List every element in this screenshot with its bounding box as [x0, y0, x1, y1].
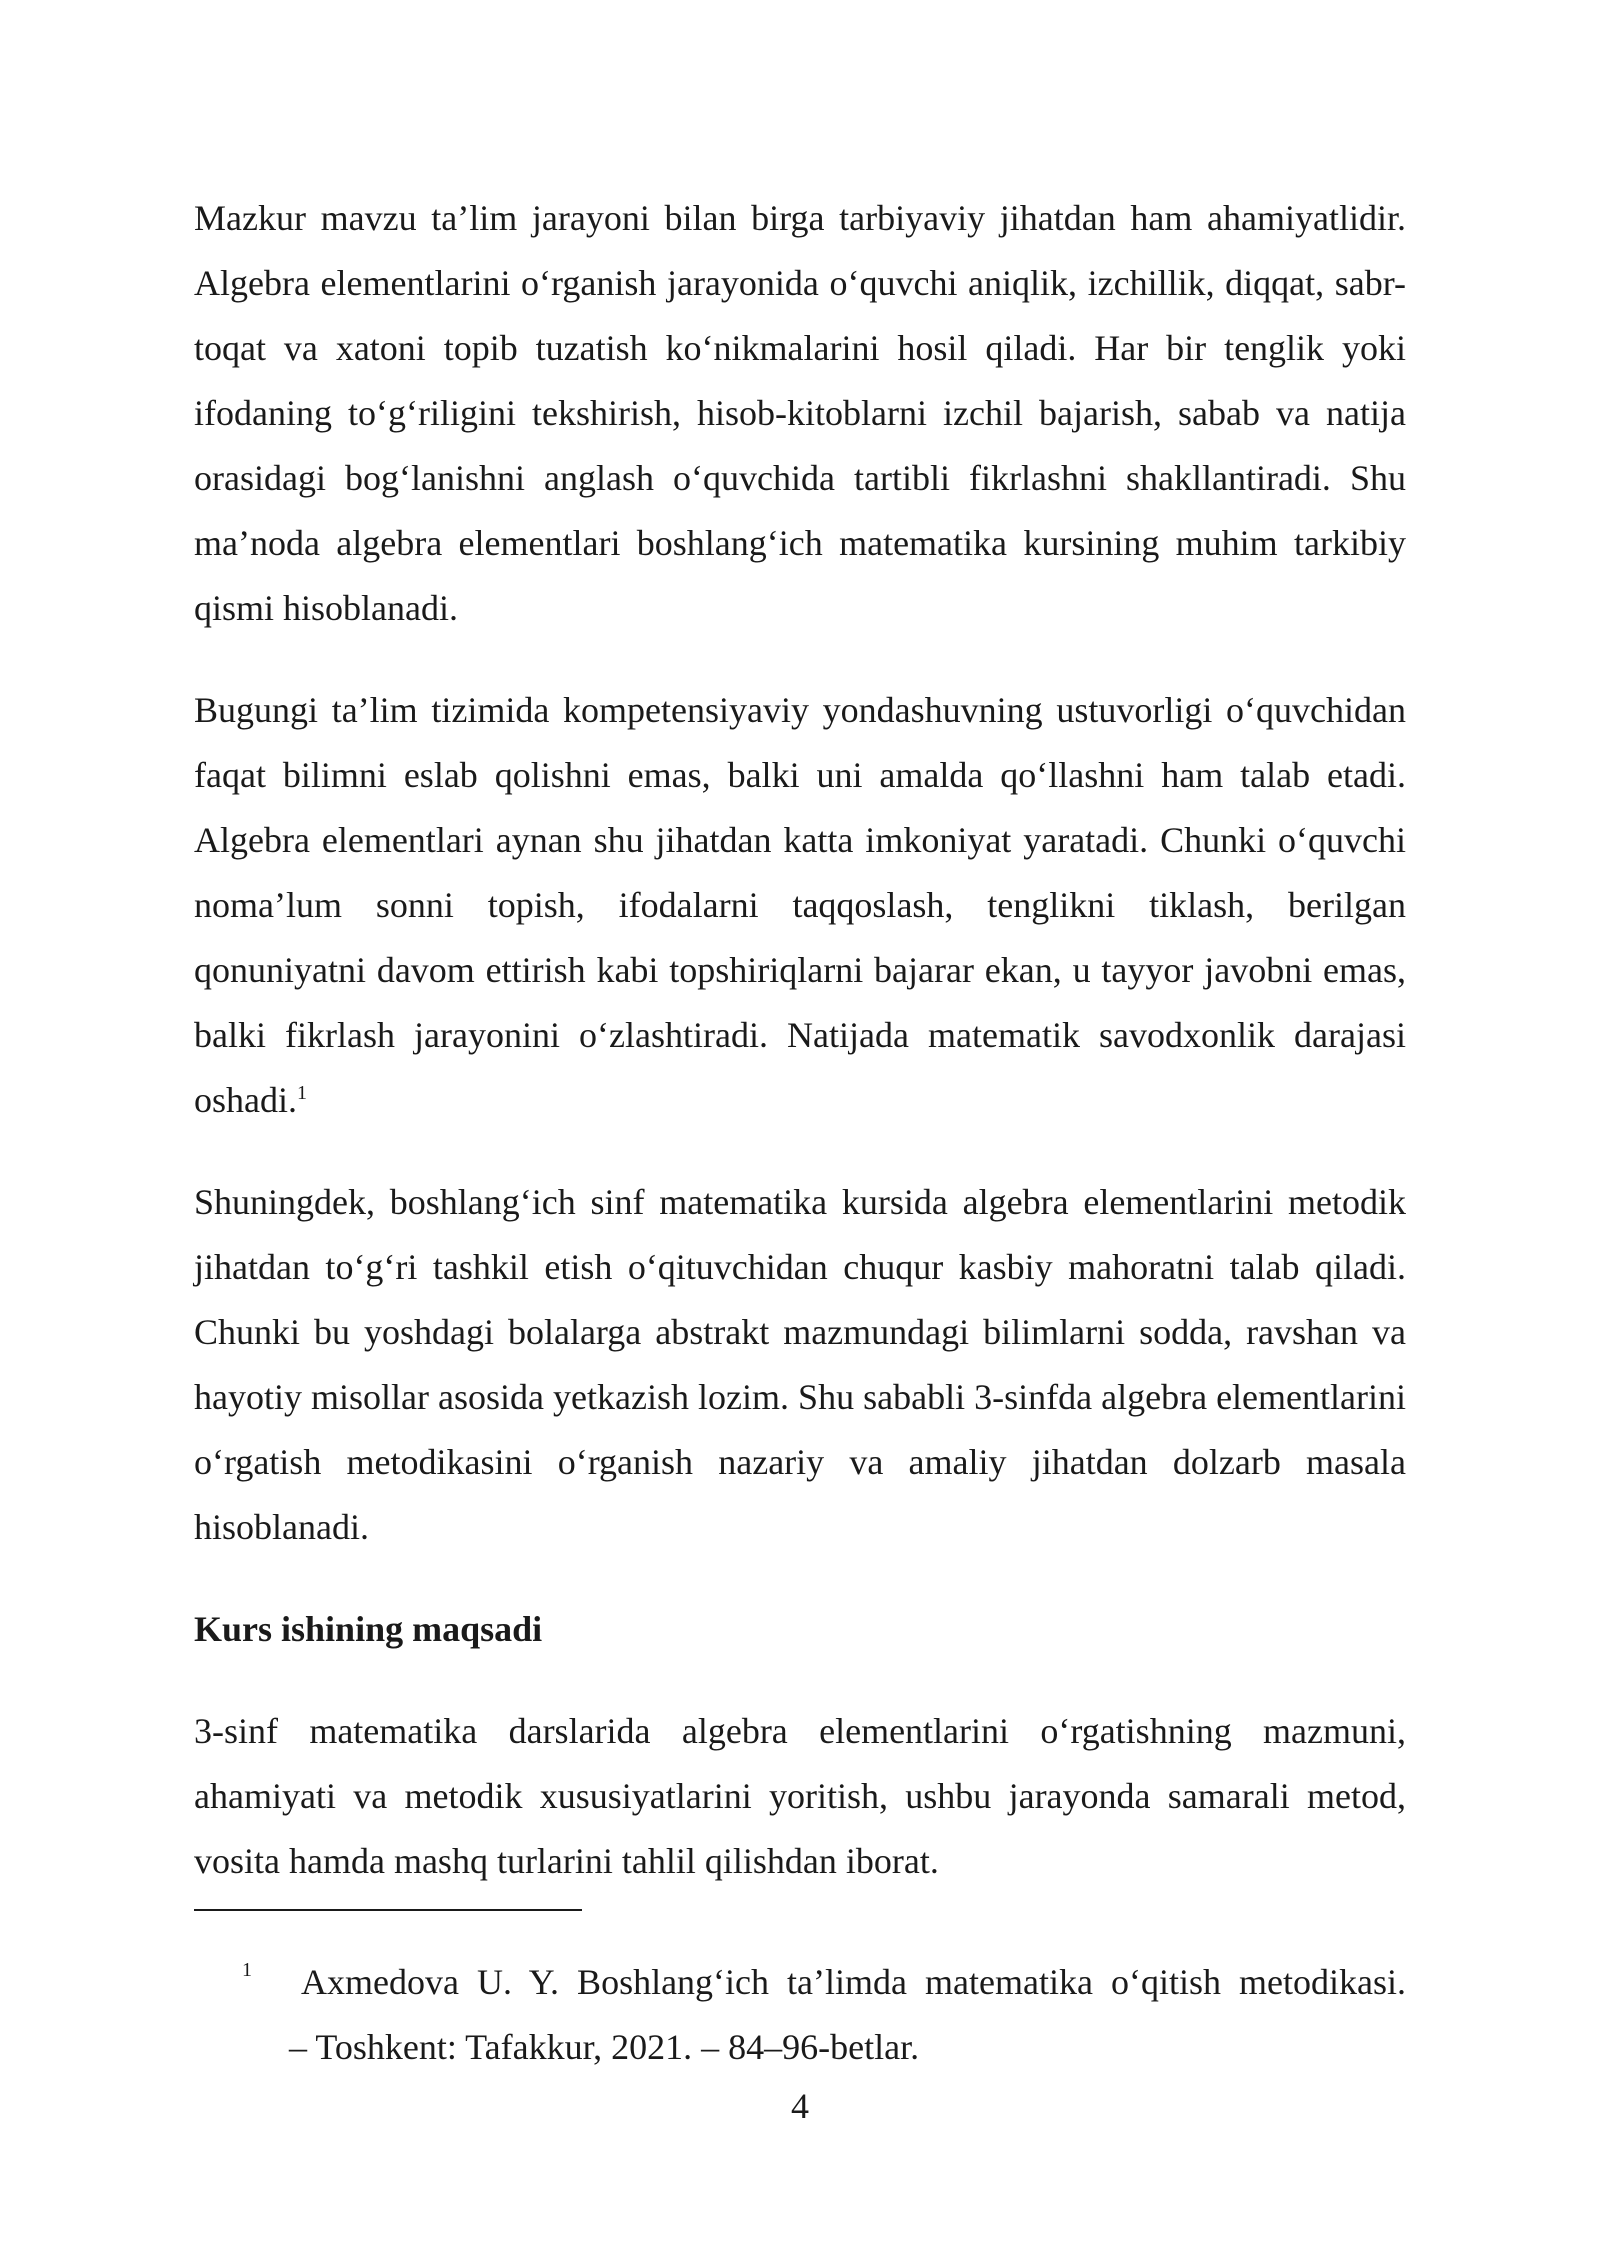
footnote: [194, 1950, 1406, 2080]
paragraph-goal: 3-sinf matematika darslarida algebra elementlarini o‘rgatishning mazmuni, ahamiyati va metodik xususiyatlarini yoritish, ushbu jarayonda samarali metod, vosita hamda mashq turlarini tahlil qilishdan iborat.: [194, 1711, 1406, 1881]
footnote-separator: [194, 1909, 582, 1911]
footnote-citation-line1: Axmedova U. Y. Boshlang‘ich ta’limda matematika o‘qitish metodikasi.: [301, 1962, 1406, 2002]
paragraph-upbringing: Mazkur mavzu ta’lim jarayoni bilan birga tarbiyaviy jihatdan ham ahamiyatlidir. Algebra elementlarini o‘rganish jarayonida o‘quvchi aniqlik, izchillik, diqqat, sabr-toqat va xatoni topib tuzatish ko‘nikmalarini hosil qiladi. Har bir tenglik yoki ifodaning to‘g‘riligini tekshirish, hisob-kitoblarni izchil bajarish, sabab va natija orasidagi bog‘lanishni anglash o‘quvchida tartibli fikrlashni shakllantiradi. Shu ma’noda algebra elementlari boshlang‘ich matematika kursining muhim tarkibiy qismi hisoblanadi.: [194, 198, 1406, 628]
paragraph-competency: [194, 678, 1406, 1133]
page-body: [194, 186, 1406, 1931]
section-heading: Kurs ishining maqsadi: [194, 1609, 543, 1649]
page-number: 4: [791, 2086, 809, 2126]
footnote-reference[interactable]: 1: [297, 1082, 307, 1104]
footnote-citation-line2: – Toshkent: Tafakkur, 2021. – 84–96-betlar.: [289, 2027, 920, 2067]
paragraph-competency-text: Bugungi ta’lim tizimida kompetensiyaviy yondashuvning ustuvorligi o‘quvchidan faqat bilimni eslab qolishni emas, balki uni amalda qo‘llashni ham talab etadi. Algebra elementlari aynan shu jihatdan katta imkoniyat yaratadi. Chunki o‘quvchi noma’lum sonni topish, ifodalarni taqqoslash, tenglikni tiklash, berilgan qonuniyatni davom ettirish kabi topshiriqlarni bajarar ekan, u tayyor javobni emas, balki fikrlash jarayonini o‘zlashtiradi. Natijada matematik savodxonlik darajasi oshadi.: [194, 690, 1406, 1120]
footnote-mark: 1: [242, 1959, 252, 1981]
paragraph-methodology: Shuningdek, boshlang‘ich sinf matematika kursida algebra elementlarini metodik jihatdan to‘g‘ri tashkil etish o‘qituvchidan chuqur kasbiy mahoratni talab qiladi. Chunki bu yoshdagi bolalarga abstrakt mazmundagi bilimlarni sodda, ravshan va hayotiy misollar asosida yetkazish lozim. Shu sababli 3-sinfda algebra elementlarini o‘rgatish metodikasini o‘rganish nazariy va amaliy jihatdan dolzarb masala hisoblanadi.: [194, 1182, 1406, 1547]
